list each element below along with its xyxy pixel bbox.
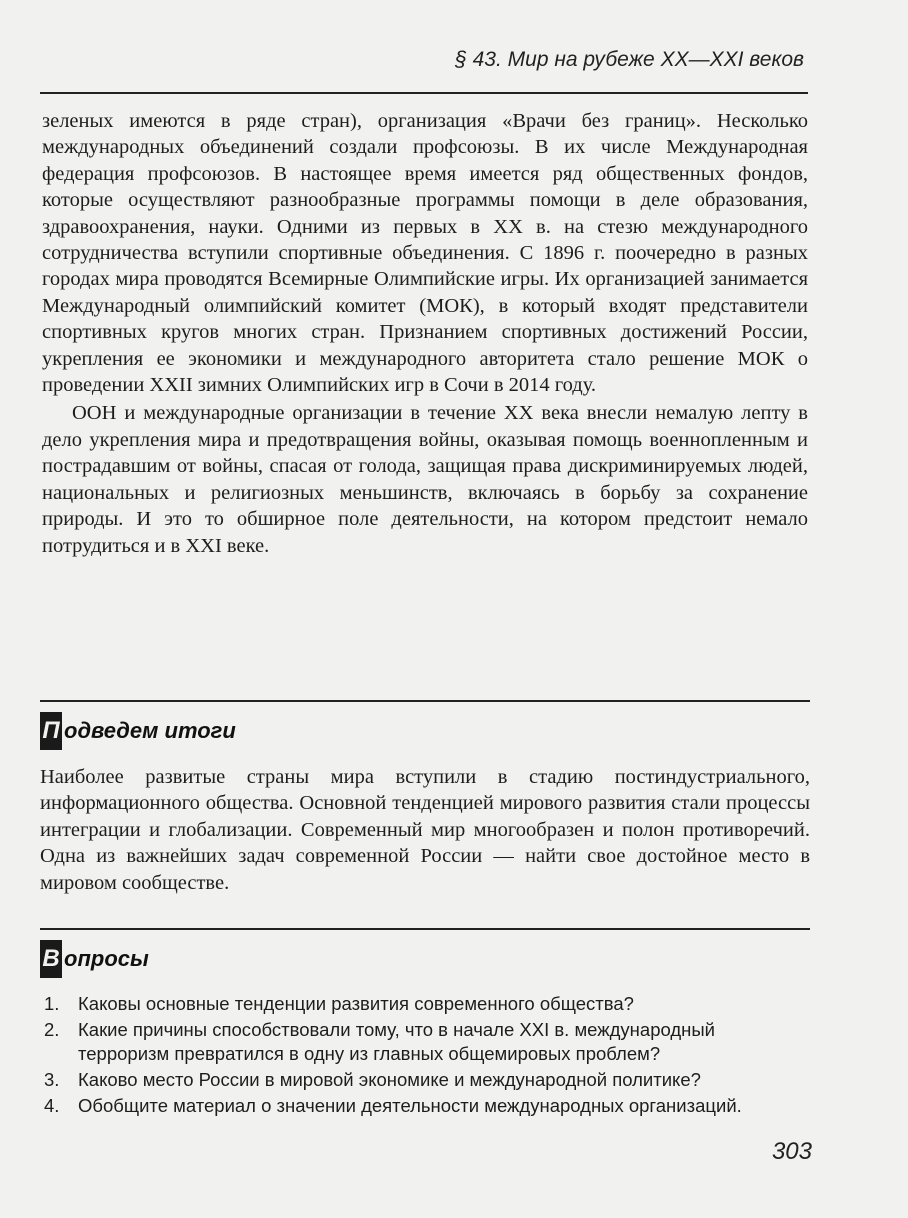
paragraph: ООН и международные организации в течение XX века внесли немалую лепту в дело укрепления мира и предотвращения войны, оказывая помощь военнопленным и пострадавшим от войны, спасая от голода, защищая права дискриминируемых людей, национальных и религиозных меньшинств, включаясь в борьбу за сохранение природы. И это то обширное поле деятельности, на котором предстоит немало потрудиться и в XXI веке. (42, 402, 808, 557)
questions-heading (40, 940, 810, 978)
list-item (40, 1018, 810, 1066)
page-number: 303 (771, 1138, 812, 1165)
paragraph: зеленых имеются в ряде стран), организация «Врачи без границ». Несколько международных объединений создали профсоюзы. В их числе Международная федерация профсоюзов. В настоящее время имеется ряд общественных фондов, которые осуществляют разнообразные программы помощи в деле образования, здравоохранения, науки. Одними из первых в XX в. на стезю международного сотрудничества вступили спортивные объединения. С 1896 г. поочередно в разных городах мира проводятся Всемирные Олимпийские игры. Их организацией занимается Международный олимпийский комитет (МОК), в который входят представители спортивных кругов многих стран. Признанием спортивных достижений России, укрепления ее экономики и международного авторитета стало решение МОК о проведении XXII зимних Олимпийских игр в Сочи в 2014 году. (42, 110, 808, 397)
questions-list (40, 992, 810, 1118)
question-text: Каково место России в мировой экономике и международной политике? (78, 1069, 701, 1090)
question-number: 1. (44, 993, 60, 1014)
running-head: § 43. Мир на рубеже XX—XXI веков (455, 48, 804, 71)
question-text: Какие причины способствовали тому, что в начале XXI в. международный терроризм превратился в одну из главных общемировых проблем? (78, 1019, 716, 1064)
main-text (42, 108, 808, 559)
list-item (40, 1094, 810, 1118)
question-text: Обобщите материал о значении деятельности международных организаций. (78, 1095, 742, 1116)
questions-section (40, 928, 810, 1120)
heading-text: опросы (64, 946, 149, 971)
question-number: 2. (44, 1019, 60, 1040)
heading-initial: В (40, 940, 62, 978)
question-text: Каковы основные тенденции развития современного общества? (78, 993, 634, 1014)
list-item (40, 1068, 810, 1092)
heading-initial: П (40, 712, 62, 750)
question-number: 3. (44, 1069, 60, 1090)
summary-text: Наиболее развитые страны мира вступили в стадию постиндустриального, информационного общества. Основной тенденцией мирового развития стали процессы интеграции и глобализации. Современный мир многообразен и полон противоречий. Одна из важнейших задач современной России — найти свое достойное место в мировом сообществе. (40, 766, 810, 894)
question-number: 4. (44, 1095, 60, 1116)
summary-heading (40, 712, 810, 750)
heading-text: одведем итоги (64, 718, 236, 743)
summary-section (40, 700, 810, 896)
page-header (40, 42, 808, 94)
list-item (40, 992, 810, 1016)
